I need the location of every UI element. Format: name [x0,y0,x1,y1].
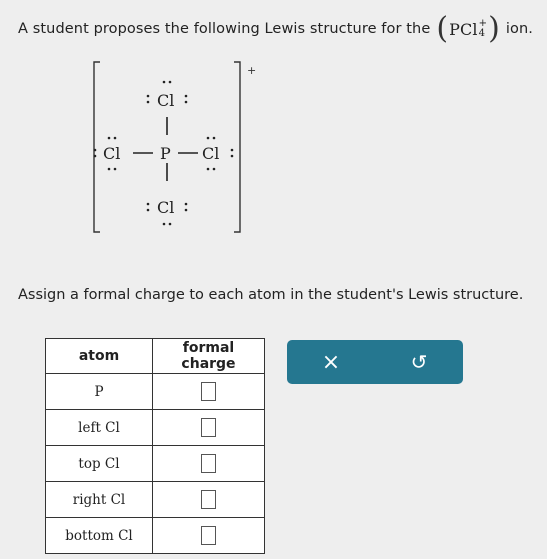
svg-text:Cl: Cl [157,198,175,217]
instruction-text: Assign a formal charge to each atom in the student's Lewis structure. [18,287,524,303]
svg-text:Cl: Cl [202,144,220,163]
table-row [46,410,265,446]
top-cl [147,81,188,110]
table-row [46,374,265,410]
right-paren: ) [488,11,500,46]
atom-label: right Cl [46,482,153,518]
formula-charge: + [478,18,488,29]
formal-charge-input-left-cl[interactable] [201,418,216,437]
table-row [46,446,265,482]
formula [436,11,500,46]
atom-label: top Cl [46,446,153,482]
atom-label: P [46,374,153,410]
clear-button[interactable] [287,340,375,384]
table-header-row [46,339,265,374]
formal-charge-input-top-cl[interactable] [201,454,216,473]
formal-charge-input-right-cl[interactable] [201,490,216,509]
left-cl [94,137,121,171]
ion-charge: + [247,64,257,77]
question-before: A student proposes the following Lewis structure for the [18,21,431,37]
action-buttons [287,340,463,384]
undo-icon: ↺ [410,350,428,374]
table-row [46,518,265,554]
bottom-cl [147,198,188,225]
formula-subscript: 4 [478,28,486,39]
question-after: ion. [505,21,534,37]
svg-text:Cl: Cl [103,144,121,163]
table-row [46,482,265,518]
undo-button[interactable] [375,340,463,384]
formal-charge-header: formal charge [153,339,265,374]
central-p [160,144,171,163]
formula-base: PCl [449,20,478,39]
question-text [18,11,534,46]
formal-charge-input-p[interactable] [201,382,216,401]
formal-charge-input-bottom-cl[interactable] [201,526,216,545]
atom-label: left Cl [46,410,153,446]
svg-text:P: P [160,144,171,163]
atom-header: atom [46,339,153,374]
lewis-structure [88,56,288,242]
svg-text:Cl: Cl [157,91,175,110]
close-icon: × [321,349,341,375]
bracket-left [94,62,100,232]
right-cl [202,137,233,171]
formal-charge-table [45,338,265,554]
bracket-right [234,62,240,232]
atom-label: bottom Cl [46,518,153,554]
left-paren: ( [436,11,449,46]
